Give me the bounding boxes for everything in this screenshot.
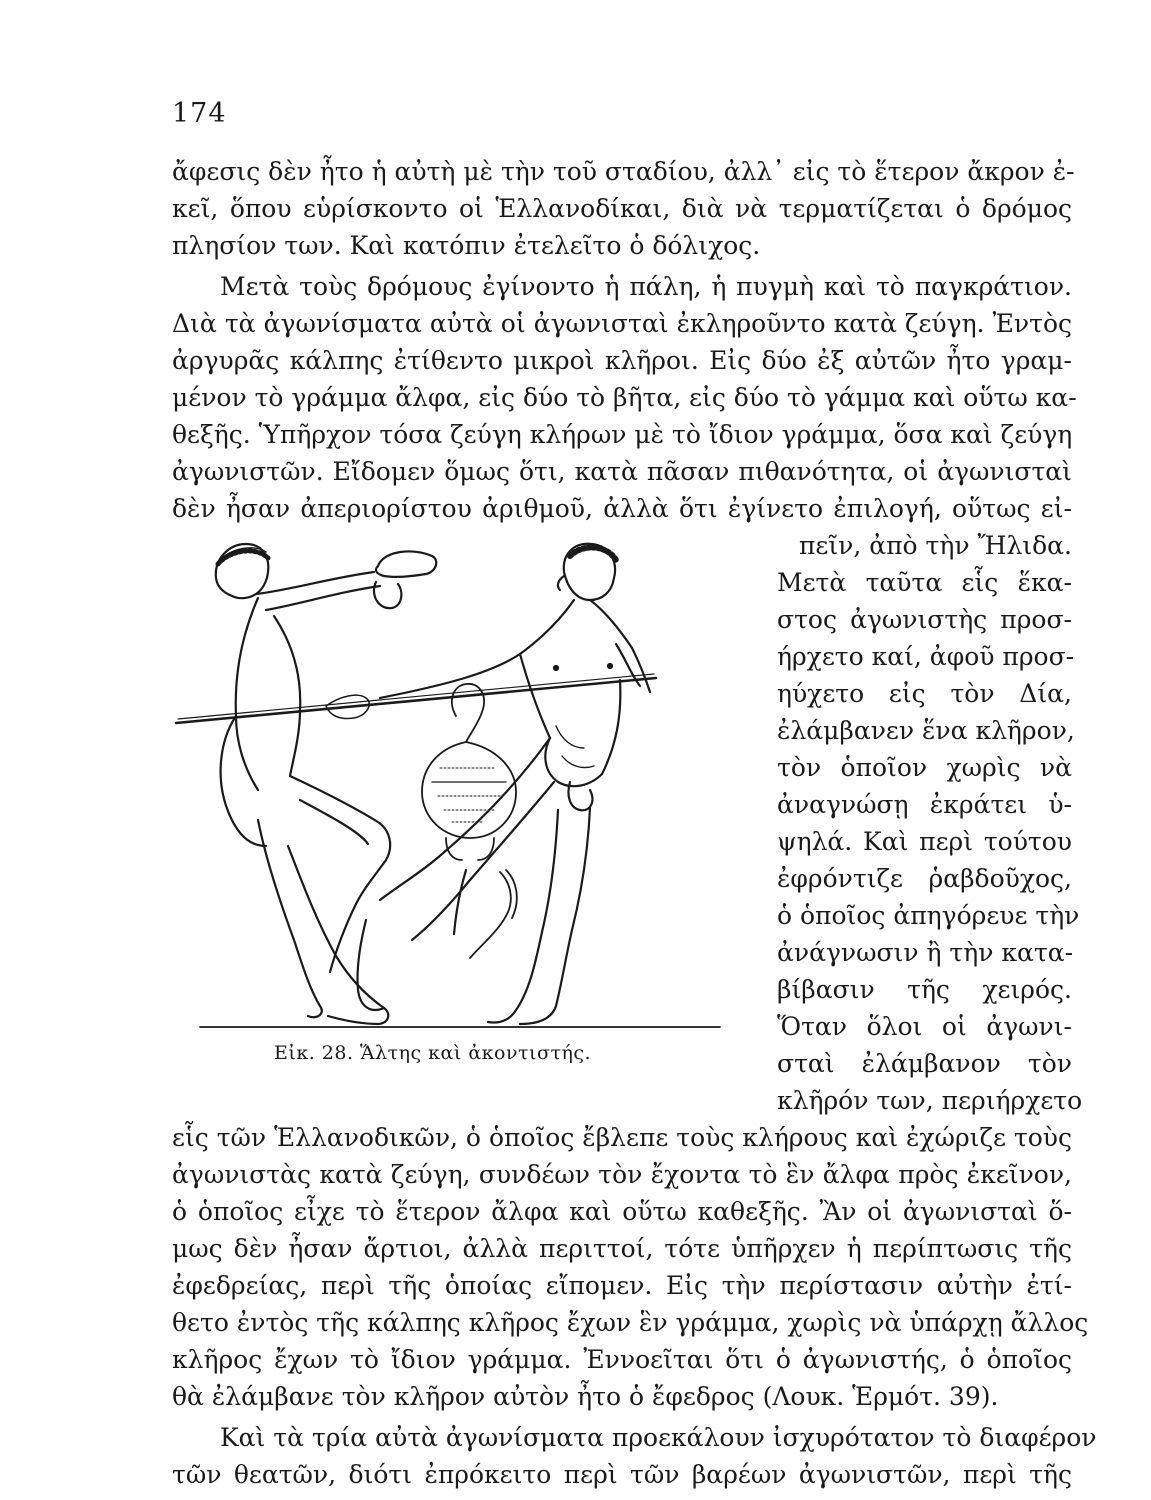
side-text-line: κλῆρόν των, περιήρχετο — [777, 1086, 1083, 1115]
text-line: εἷς τῶν Ἑλλανοδικῶν, ὁ ὁποῖος ἔβλεπε τοὺς κλήρους καὶ ἐχώριζε τοὺς — [172, 1123, 1072, 1152]
side-text-line: ἀναγνώσῃ ἐκράτει ὑ- — [777, 790, 1072, 819]
side-text-line: Μετὰ ταῦτα εἷς ἕκα- — [777, 568, 1072, 597]
side-text-line: ἐφρόντιζε ῥαβδοῦχος, — [777, 864, 1072, 893]
side-text-line: βίβασιν τῆς χειρός. — [777, 975, 1072, 1004]
side-text-line: στος ἀγωνιστὴς προσ- — [777, 605, 1072, 634]
text-line: Μετὰ τοὺς δρόμους ἐγίνοντο ἡ πάλη, ἡ πυγμὴ καὶ τὸ παγκράτιον. — [220, 272, 1072, 301]
text-line: ἐφεδρείας, περὶ τῆς ὁποίας εἴπομεν. Εἰς τὴν περίστασιν αὐτὴν ἐτί- — [172, 1271, 1072, 1300]
text-line: πλησίον των. Καὶ κατόπιν ἐτελεῖτο ὁ δόλιχος. — [172, 231, 761, 260]
text-line: Διὰ τὰ ἀγωνίσματα αὐτὰ οἱ ἀγωνισταὶ ἐκληροῦντο κατὰ ζεύγη. Ἐντὸς — [172, 309, 1072, 338]
side-text-line: ἐλάμβανεν ἕνα κλῆρον, — [777, 716, 1075, 745]
figure-caption: Εἰκ. 28. Ἅλτης καὶ ἀκοντιστής. — [274, 1042, 592, 1064]
side-text-line: ήρχετο καί, ἀφοῦ προσ- — [777, 642, 1075, 671]
side-text-line: Ὅταν ὅλοι οἱ ἀγωνι- — [777, 1012, 1072, 1041]
side-text-line: ἀνάγνωσιν ἢ τὴν κατα- — [777, 938, 1074, 967]
text-line: τῶν θεατῶν, διότι ἐπρόκειτο περὶ τῶν βαρέων ἀγωνιστῶν, περὶ τῆς — [172, 1460, 1072, 1489]
text-line: ἀργυρᾶς κάλπης ἐτίθεντο μικροὶ κλῆροι. Εἰς δύο ἐξ αὐτῶν ἦτο γραμ- — [172, 346, 1072, 375]
side-text-line: τὸν ὁποῖον χωρὶς νὰ — [777, 753, 1072, 782]
side-text-line: ὁ ὁποῖος ἀπηγόρευε τὴν — [777, 901, 1080, 930]
text-line: θὰ ἐλάμβανε τὸν κλῆρον αὐτὸν ἦτο ὁ ἔφεδρος (Λουκ. Ἑρμότ. 39). — [172, 1382, 999, 1411]
side-text-line: ψηλά. Καὶ περὶ τούτου — [777, 827, 1072, 856]
jumper-figure — [216, 544, 436, 1024]
text-line: ἄφεσις δὲν ἦτο ἡ αὐτὴ μὲ τὴν τοῦ σταδίου, ἀλλ᾿ εἰς τὸ ἕτερον ἄκρον ἐ- — [172, 157, 1075, 186]
page-number: 174 — [172, 98, 227, 129]
figure-illustration — [170, 520, 730, 1040]
text-line: θεξῆς. Ὑπῆρχον τόσα ζεύγη κλήρων μὲ τὸ ἴδιον γράμμα, ὅσα καὶ ζεύγη — [172, 420, 1073, 449]
text-line: θετο ἐντὸς τῆς κάλπης κλῆρος ἔχων ἓν γράμμα, χωρὶς νὰ ὑπάρχῃ ἄλλος — [172, 1308, 1089, 1337]
text-line: δὲν ἦσαν ἀπεριορίστου ἀριθμοῦ, ἀλλὰ ὅτι ἐγίνετο ἐπιλογή, οὕτως εἰ- — [172, 494, 1072, 523]
side-text-line: ηύχετο εἰς τὸν Δία, — [777, 679, 1072, 708]
text-line: κλῆρος ἔχων τὸ ἴδιον γράμμα. Ἐννοεῖται ὅτι ὁ ἀγωνιστής, ὁ ὁποῖος — [172, 1345, 1072, 1374]
text-line: Καὶ τὰ τρία αὐτὰ ἀγωνίσματα προεκάλουν ἰσχυρότατον τὸ διαφέρον — [220, 1423, 1097, 1452]
text-line: μως δὲν ἦσαν ἄρτιοι, ἀλλὰ περιττοί, τότε ὑπῆρχεν ἡ περίπτωσις τῆς — [172, 1234, 1072, 1263]
text-line: μένον τὸ γράμμα ἄλφα, εἰς δύο τὸ βῆτα, εἰς δύο τὸ γάμμα καὶ οὕτω κα- — [172, 383, 1077, 412]
text-line: ἀγωνιστῶν. Εἴδομεν ὅμως ὅτι, κατὰ πᾶσαν πιθανότητα, οἱ ἀγωνισταὶ — [172, 457, 1072, 486]
text-line: κεῖ, ὅπου εὑρίσκοντο οἱ Ἑλλανοδίκαι, διὰ νὰ τερματίζεται ὁ δρόμος — [172, 194, 1072, 223]
side-text-line: σταὶ ἐλάμβανον τὸν — [777, 1049, 1072, 1078]
text-line: ὁ ὁποῖος εἶχε τὸ ἕτερον ἄλφα καὶ οὕτω καθεξῆς. Ἂν οἱ ἀγωνισταὶ ὅ- — [172, 1197, 1072, 1226]
text-line: ἀγωνιστὰς κατὰ ζεύγη, συνδέων τὸν ἔχοντα τὸ ἓν ἄλφα πρὸς ἐκεῖνον, — [172, 1160, 1072, 1189]
side-text-line: πεῖν, ἀπὸ τὴν Ἤλιδα. — [798, 531, 1072, 560]
